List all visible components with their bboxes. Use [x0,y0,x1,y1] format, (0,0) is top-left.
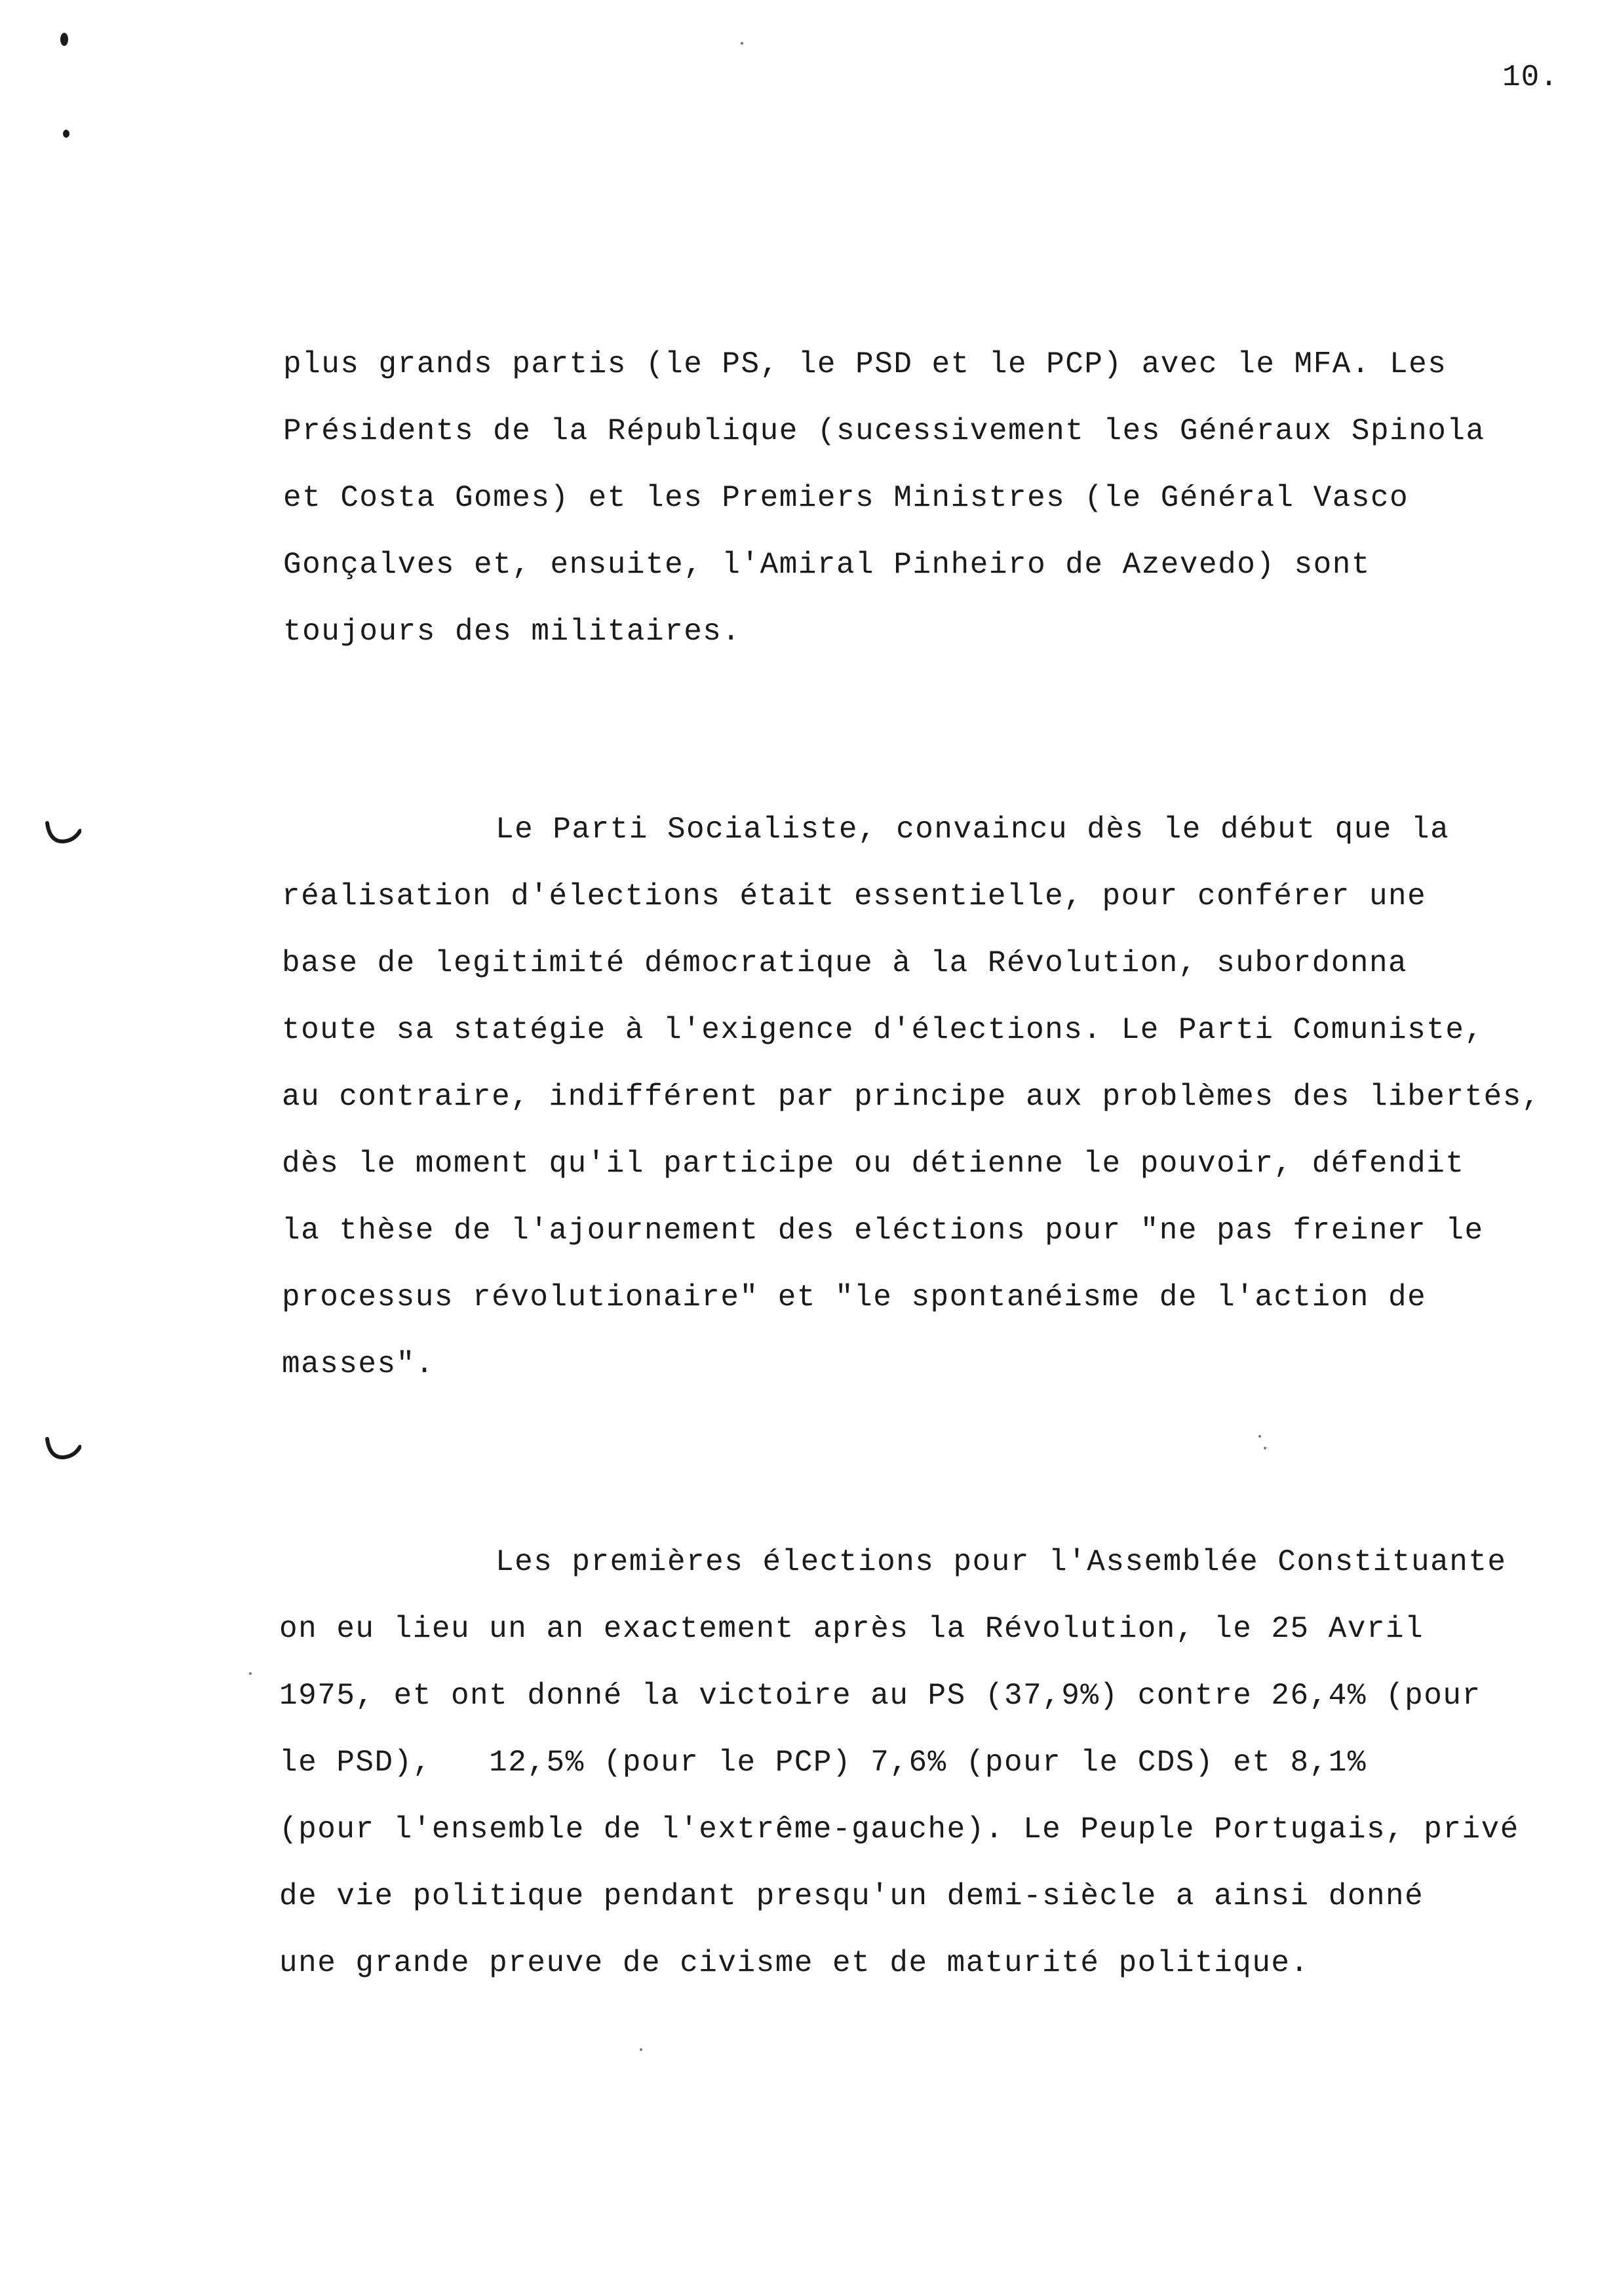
margin-mark-top [60,33,68,46]
paragraph-line: Les premières élections pour l'Assemblée Constituante [496,1545,1507,1579]
paragraph-line: Présidents de la République (sucessivement les Généraux Spinola [283,414,1485,448]
margin-hook-1 [45,820,81,847]
scan-speck [741,42,743,45]
paragraph-line: le PSD), 12,5% (pour le PCP) 7,6% (pour le CDS) et 8,1% [279,1746,1367,1780]
page-number: 10. [1502,60,1559,94]
paragraph-line: toute sa statégie à l'exigence d'élections. Le Parti Comuniste, [282,1013,1484,1047]
paragraph-line: Gonçalves et, ensuite, l'Amiral Pinheiro de Azevedo) sont [283,548,1371,582]
margin-mark-dot [63,130,69,138]
paragraph-line: réalisation d'élections était essentielle, pour conférer une [282,879,1427,913]
paragraph-line: processus révolutionaire" et "le spontanéisme de l'action de [282,1280,1427,1314]
paragraph-line: Le Parti Socialiste, convaincu dès le début que la [496,813,1450,847]
scan-speck [1264,1447,1266,1449]
paragraph-line: (pour l'ensemble de l'extrême-gauche). Le Peuple Portugais, privé [279,1812,1519,1846]
paragraph-line: masses". [282,1347,435,1381]
paragraph-line: plus grands partis (le PS, le PSD et le PCP) avec le MFA. Les [283,347,1447,381]
paragraph-line: dès le moment qu'il participe ou détienne le pouvoir, défendit [282,1147,1465,1181]
paragraph-line: de vie politique pendant presqu'un demi-siècle a ainsi donné [279,1879,1424,1913]
paragraph-line: au contraire, indifférent par principe aux problèmes des libertés, [282,1080,1541,1114]
paragraph-line: 1975, et ont donné la victoire au PS (37,9%) contre 26,4% (pour [279,1679,1481,1713]
scan-speck [1258,1435,1261,1438]
paragraph-line: une grande preuve de civisme et de maturité politique. [279,1946,1310,1980]
paragraph-line: base de legitimité démocratique à la Révolution, subordonna [282,946,1408,980]
paragraph-line: toujours des militaires. [283,615,741,649]
scan-speck [640,2048,642,2051]
scan-speck [249,1672,252,1675]
paragraph-line: et Costa Gomes) et les Premiers Ministres (le Général Vasco [283,481,1409,515]
paragraph-line: on eu lieu un an exactement après la Révolution, le 25 Avril [279,1612,1424,1646]
margin-hook-2 [45,1436,81,1463]
paragraph-line: la thèse de l'ajournement des eléctions pour "ne pas freiner le [282,1214,1484,1248]
